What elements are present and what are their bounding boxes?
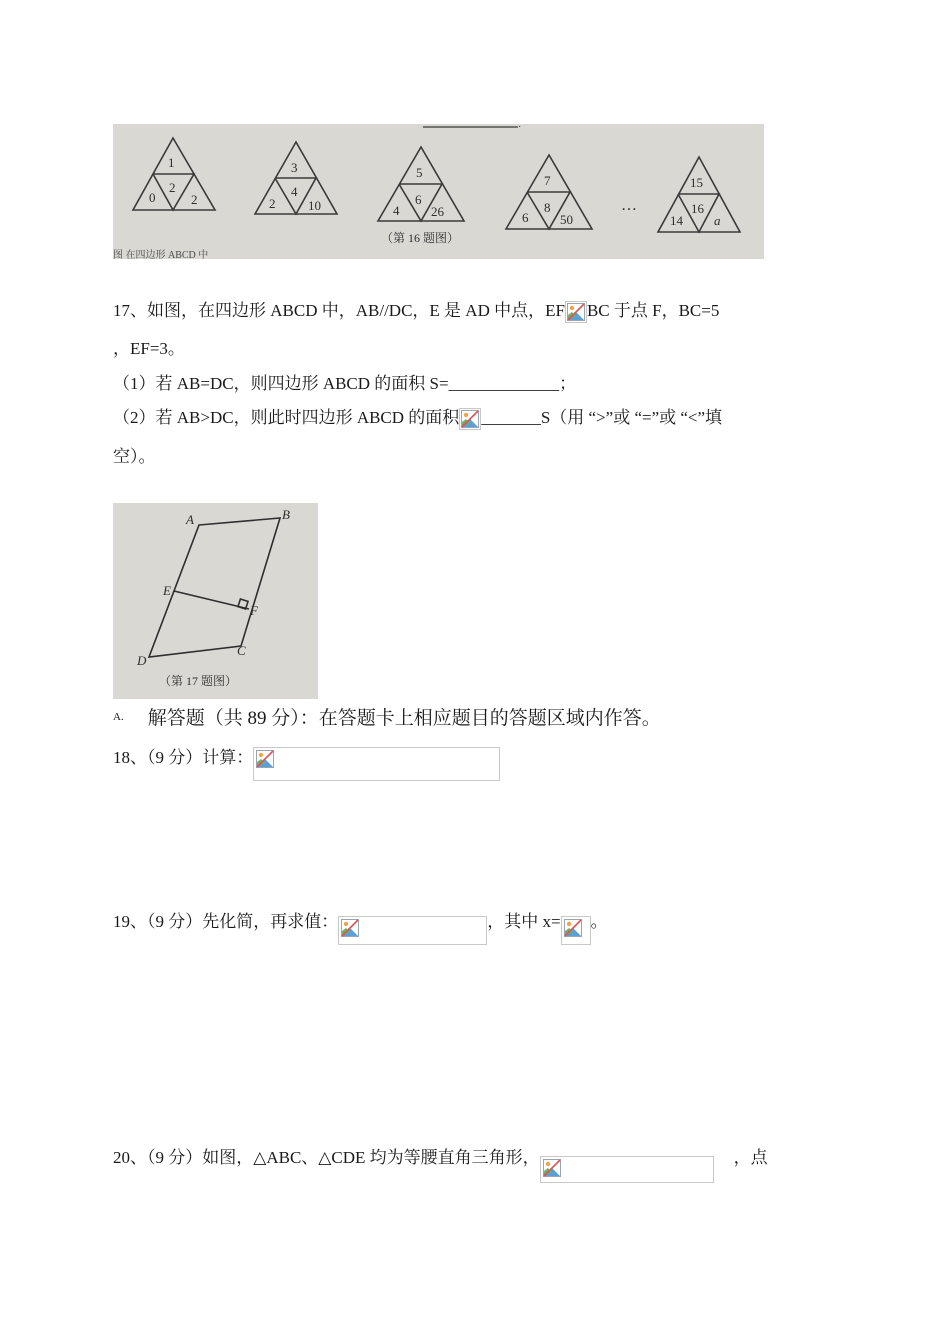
q16-triangles-drawing (113, 124, 764, 259)
section-title: 解答题（共 89 分）：在答题卡上相应题目的答题区域内作答。 (147, 708, 661, 729)
q19-text-b: ，其中 x= (487, 912, 561, 931)
q16-top-fragment: · (518, 124, 522, 133)
q16-t4-left: 6 (522, 210, 529, 225)
q17-line-1b: BC 于点 F，BC=5 (586, 301, 720, 320)
q16-t3-left: 4 (393, 203, 400, 218)
q16-t4-center: 8 (544, 200, 551, 215)
q18-text: 18、（9 分）计算： (113, 748, 254, 767)
q20-text-a: 20、（9 分）如图，△ABC、△CDE 均为等腰直角三角形， (113, 1148, 540, 1167)
q16-t5-center: 16 (691, 201, 704, 216)
q16-ellipsis: … (621, 197, 637, 214)
q16-t1-right: 2 (191, 192, 198, 207)
q16-t4-right: 50 (560, 212, 573, 227)
q16-t3-top: 5 (416, 165, 423, 180)
q17-label-f: F (250, 603, 258, 618)
q16-t1-top: 1 (168, 155, 175, 170)
q16-caption: （第 16 题图） (381, 231, 460, 245)
q18-formula-image (253, 747, 500, 781)
q16-t2-left: 2 (269, 196, 276, 211)
broken-image-icon (565, 301, 587, 323)
q16-t1-center: 2 (169, 180, 176, 195)
q20-line (113, 1146, 768, 1183)
q17-line-3: （1）若 AB=DC，则四边形 ABCD 的面积 S=_____________； (113, 374, 577, 393)
q17-label-b: B (282, 507, 290, 522)
q16-t1-left: 0 (149, 190, 156, 205)
q17-line-4b: _______S（用 “>”或 “=”或 “<”填 (481, 408, 723, 427)
q16-figure (113, 124, 764, 259)
q17-line-4a: （2）若 AB>DC，则此时四边形 ABCD 的面积 (113, 408, 460, 427)
section-header (113, 703, 661, 730)
q16-t3-center: 6 (415, 192, 422, 207)
q17-caption: （第 17 题图） (159, 674, 238, 688)
q16-bottom-fragment: 图 在四边形 ABCD 中 (113, 250, 209, 259)
q19-text-a: 19、（9 分）先化简，再求值： (113, 912, 339, 931)
q17-label-a: A (186, 512, 194, 527)
q17-figure (113, 503, 318, 699)
q17-quadrilateral-drawing (113, 503, 318, 699)
q20-condition-image (540, 1156, 714, 1183)
q20-text-b: ，点 (733, 1148, 768, 1167)
q17-line-1 (113, 299, 719, 323)
broken-image-icon (459, 408, 481, 430)
q16-t2-top: 3 (291, 160, 298, 175)
q19-text-c: 。 (590, 912, 608, 931)
section-marker: A. (113, 710, 124, 723)
q16-t3-right: 26 (431, 204, 444, 219)
q17-line-1a: 17、如图，在四边形 ABCD 中，AB//DC，E 是 AD 中点，EF (113, 301, 565, 320)
q17-line-5: 空）。 (113, 447, 156, 466)
q19-line (113, 910, 608, 945)
q17-line-2: ，EF=3。 (113, 339, 185, 358)
q16-t5-top: 15 (690, 175, 703, 190)
q16-t2-right: 10 (308, 198, 321, 213)
q17-label-e: E (163, 583, 171, 598)
q17-label-c: C (237, 643, 246, 658)
q16-t5-right: a (714, 213, 721, 228)
q17-label-d: D (137, 653, 147, 668)
q16-t5-left: 14 (670, 213, 683, 228)
q17-line-4 (113, 406, 722, 430)
q18-line (113, 746, 500, 781)
q16-t4-top: 7 (544, 173, 551, 188)
q19-expression-image (338, 916, 487, 945)
q16-t2-center: 4 (291, 184, 298, 199)
q19-x-value-image (561, 916, 591, 945)
